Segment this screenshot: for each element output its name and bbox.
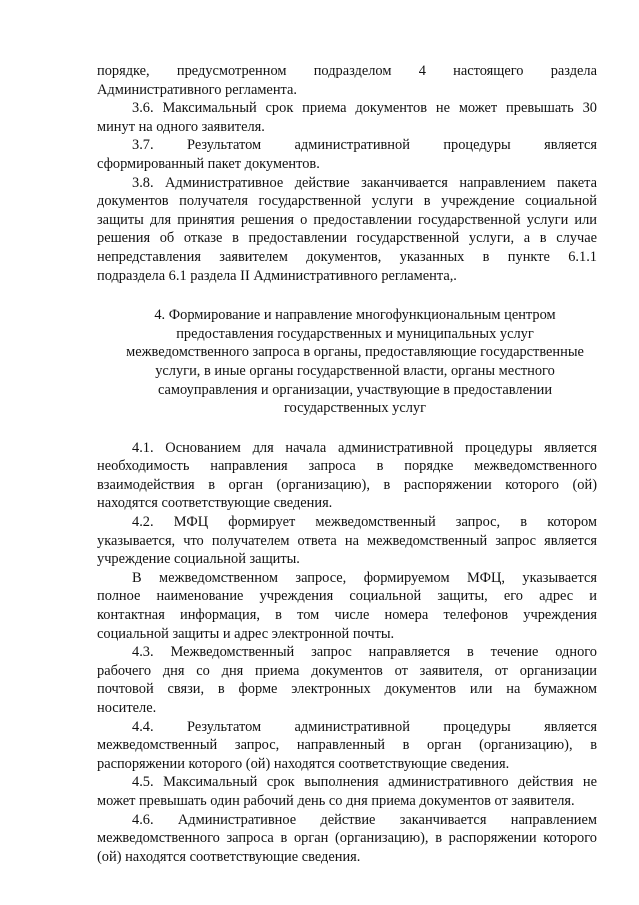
text-line: документов получателя государственной услуги в учреждение социальной [97,193,597,210]
text-line: носителе. [97,700,157,716]
paragraph-4-3: 4.3. Межведомственный запрос направляется в течение одного [132,644,597,661]
paragraph-3-6: 3.6. Максимальный срок приема документов не может превышать 30 [132,100,597,117]
heading-line: государственных услуг [284,400,426,417]
text-line: социальной защиты и адрес электронной почты. [97,625,395,642]
text-line: сформированный пакет документов. [97,155,320,172]
paragraph-4-2-b: В межведомственном запросе, формируемом МФЦ, указывается [132,569,597,586]
text-line: учреждение социальной защиты. [97,551,300,568]
text-line: распоряжении которого (ой) находятся соответствующие сведения. [97,755,510,772]
paragraph-3-8: 3.8. Административное действие заканчивается направлением пакета [132,174,597,191]
text-line: рабочего дня со дня приема документов от заявителя, от организации [97,662,597,679]
paragraph-4-6: 4.6. Административное действие заканчивается направлением [132,811,597,828]
paragraph-4-2: 4.2. МФЦ формирует межведомственный запрос, в котором [132,514,597,531]
text-line: контактная информация, в том числе номера телефонов учреждения [97,607,597,624]
text-line: полное наименование учреждения социальной защиты, его адрес и [97,588,597,605]
heading-line: межведомственного запроса в органы, предоставляющие государственные [126,344,584,361]
text-line: указывается, что получателем ответа на межведомственный запрос является [97,532,597,549]
text-line: почтовой связи, в форме электронных документов или на бумажном [97,681,597,698]
text-line: может превышать один рабочий день со дня приема документов от заявителя. [97,792,575,809]
section-4-heading [97,306,597,418]
text-line: Административного регламента. [97,81,297,98]
paragraph-4-5: 4.5. Максимальный срок выполнения административного действия не [132,774,597,791]
text-line: решения об отказе в предоставлении государственной услуги, а в случае [97,230,597,247]
heading-line: предоставления государственных и муниципальных услуг [176,325,534,342]
heading-line: 4. Формирование и направление многофункциональным центром [154,307,556,324]
text-line: межведомственного запроса в орган (организацию), в распоряжении которого [97,830,597,847]
text-line: межведомственный запрос, направленный в орган (организацию), в [97,737,597,754]
text-line: непредставления заявителем документов, указанных в пункте 6.1.1 [97,248,597,265]
text-line: необходимость направления запроса в порядке межведомственного [97,458,597,475]
text-line: взаимодействия в орган (организацию), в распоряжении которого (ой) [97,476,597,493]
text-line: минут на одного заявителя. [97,118,265,135]
heading-line: самоуправления и организации, участвующие в предоставлении [157,381,553,398]
paragraph-4-1: 4.1. Основанием для начала административной процедуры является [132,439,597,456]
text-line: (ой) находятся соответствующие сведения. [97,848,361,865]
text-line: порядке, предусмотренном подразделом 4 настоящего раздела [97,63,597,79]
text-line: подраздела 6.1 раздела II Административного регламента,. [97,267,457,284]
heading-line: услуги, в иные органы государственной власти, органы местного [155,362,555,379]
text-line: находятся соответствующие сведения. [97,495,333,512]
paragraph-4-4: 4.4. Результатом административной процедуры является [132,718,597,735]
section-3-continuation [97,62,597,285]
text-line: защиты для принятия решения о предоставлении государственной услуги или [97,211,597,228]
paragraph-3-7: 3.7. Результатом административной процедуры является [132,137,597,154]
section-4-body [97,439,597,867]
